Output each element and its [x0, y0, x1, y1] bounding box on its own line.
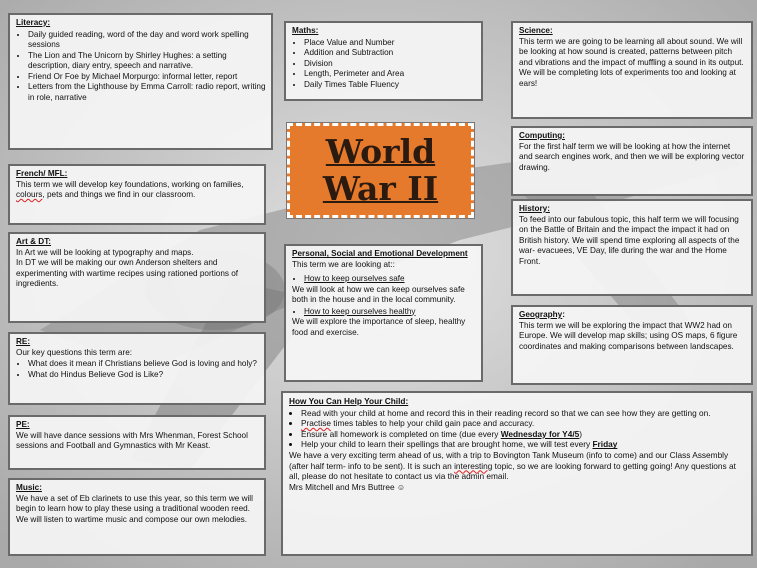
help-your-child-panel: [281, 391, 753, 556]
help-para-b: interesting: [454, 460, 493, 471]
list-item: • Place Value and Number: [304, 38, 476, 49]
history-heading: History:: [519, 204, 550, 213]
music-heading: Music:: [16, 483, 42, 492]
help-heading: How You Can Help Your Child:: [289, 396, 409, 406]
homework-day: Wednesday for Y4/5: [500, 428, 580, 439]
list-item: • Friend Or Foe by Michael Morpurgo: informal letter, report: [28, 72, 266, 83]
help-item2-rest: times tables to help your child gain pace and accuracy.: [330, 418, 535, 429]
topic-title-banner: [287, 123, 474, 218]
pshe-intro: This term we are looking at::: [292, 259, 395, 269]
computing-panel: [511, 126, 753, 196]
title-line-2: War II: [322, 168, 439, 208]
art-text-2: In DT we will be making our own Anderson shelters and experimenting with wartime recipes using rationed portions of ingredients.: [16, 258, 239, 288]
list-item: • The Lion and The Unicorn by Shirley Hughes: a setting description, diary entry, speech and narrative.: [28, 51, 266, 72]
science-heading: Science:: [519, 26, 553, 35]
maths-list: [292, 38, 476, 91]
list-item: • Division: [304, 59, 476, 70]
list-item: • Length, Perimeter and Area: [304, 69, 476, 80]
pshe-list-1: [292, 274, 476, 285]
list-item: • What do Hindus Believe God is Like?: [28, 370, 259, 381]
list-item: • Read with your child at home and record this in their reading record so that we can see how they are getting on.: [301, 408, 746, 419]
science-panel: [511, 21, 753, 119]
re-intro: Our key questions this term are:: [16, 347, 133, 357]
help-paragraph: [289, 450, 746, 482]
spelling-day: Friday: [592, 439, 618, 450]
geography-colon: :: [562, 310, 565, 319]
pe-panel: [8, 415, 266, 470]
pe-heading: PE:: [16, 420, 30, 429]
french-text-a: This term we will develop key foundations, working on families,: [16, 179, 244, 189]
art-text-1: In Art we will be looking at typography and maps.: [16, 247, 194, 257]
help-item4-a: Help your child to learn their spellings that are brought home, we will test every: [301, 439, 593, 450]
literacy-heading: Literacy:: [16, 18, 51, 27]
list-item: [301, 439, 746, 450]
list-item: • What does it mean if Christians believe God is loving and holy?: [28, 359, 259, 370]
help-para-a: We have a very exciting term ahead of us, with a trip to Bovington Tank Museum (info to come) and our Class Assembly (after half term- info to be sent). It is such an: [289, 450, 729, 471]
re-list: [16, 359, 259, 380]
maths-heading: Maths:: [292, 26, 319, 35]
pshe-panel: [284, 244, 483, 382]
literacy-list: [16, 30, 266, 104]
geography-heading-row: [519, 310, 565, 319]
title-line-1: World: [325, 132, 436, 172]
literacy-panel: [8, 13, 273, 150]
french-text: [16, 180, 259, 201]
list-item: [301, 418, 746, 429]
pshe-text-1: We will look at how we can keep ourselves safe both in the house and in the local community.: [292, 284, 465, 304]
list-item: • Addition and Subtraction: [304, 48, 476, 59]
list-item: • How to keep ourselves safe: [304, 274, 476, 285]
french-text-c: , pets and things we find in our classroom.: [42, 190, 196, 199]
french-text-b: colours: [16, 190, 43, 199]
pshe-heading: Personal, Social and Emotional Development: [292, 249, 468, 258]
help-item3-c: ): [579, 428, 582, 439]
list-item: • Letters from the Lighthouse by Emma Carroll: radio report, writing in role, narrative: [28, 82, 266, 103]
pshe-list-2: [292, 307, 476, 318]
help-item3-a: Ensure all homework is completed on time (due every: [301, 428, 501, 439]
list-item: • Daily Times Table Fluency: [304, 80, 476, 91]
french-panel: [8, 164, 266, 225]
list-item: • How to keep ourselves healthy: [304, 307, 476, 318]
history-text: To feed into our fabulous topic, this half term we will focusing on the Battle of Britain and the impact the impact it had on British history. We will spend time exploring all aspects of the war- evacuees, VE Day, life during the war and the Home Front.: [519, 214, 740, 266]
practise-word: Practise: [301, 418, 331, 429]
help-para-c: topic, so we are looking forward to getting going! Any questions at all, please do not hesitate to contact us via the admin email.: [289, 460, 736, 482]
history-panel: [511, 199, 753, 296]
music-panel: [8, 478, 266, 556]
geography-heading: Geography: [519, 310, 563, 319]
list-item: [301, 429, 746, 440]
art-dt-panel: [8, 232, 266, 323]
computing-heading: Computing:: [519, 131, 565, 140]
french-heading: French/ MFL:: [16, 169, 68, 178]
re-heading: RE:: [16, 337, 31, 346]
music-text: We have a set of Eb clarinets to use this year, so this term we will begin to learn how to play these using a traditional wooden reed. We will listen to wartime music and compose our own melodies.: [16, 493, 253, 524]
list-item: • Daily guided reading, word of the day and word work spelling sessions: [28, 30, 266, 51]
geography-panel: [511, 305, 753, 385]
computing-text: For the first half term we will be looking at how the internet and search engines work, and then we will be exploring vector drawing.: [519, 141, 745, 172]
signature: Mrs Mitchell and Mrs Buttree ☺: [289, 481, 406, 492]
maths-panel: [284, 21, 483, 101]
re-panel: [8, 332, 266, 405]
pe-text: We will have dance sessions with Mrs Whenman, Forest School sessions and Football and Gymnastics with Mr Keast.: [16, 430, 248, 450]
art-heading: Art & DT:: [16, 237, 52, 246]
geography-text: This term we will be exploring the impact that WW2 had on Europe. We will develop map skills; using OS maps, 6 figure coordinates and making comparisons between landscapes.: [519, 320, 738, 351]
help-list: [289, 408, 746, 450]
science-text: This term we are going to be learning all about sound. We will be looking at how sound is created, patterns between pitch and vibrations and the impact of muffling a sound in its output. We will be completing lots of experiments too and looking at ears!: [519, 36, 744, 88]
pshe-text-2: We will explore the importance of sleep, healthy food and exercise.: [292, 317, 466, 337]
